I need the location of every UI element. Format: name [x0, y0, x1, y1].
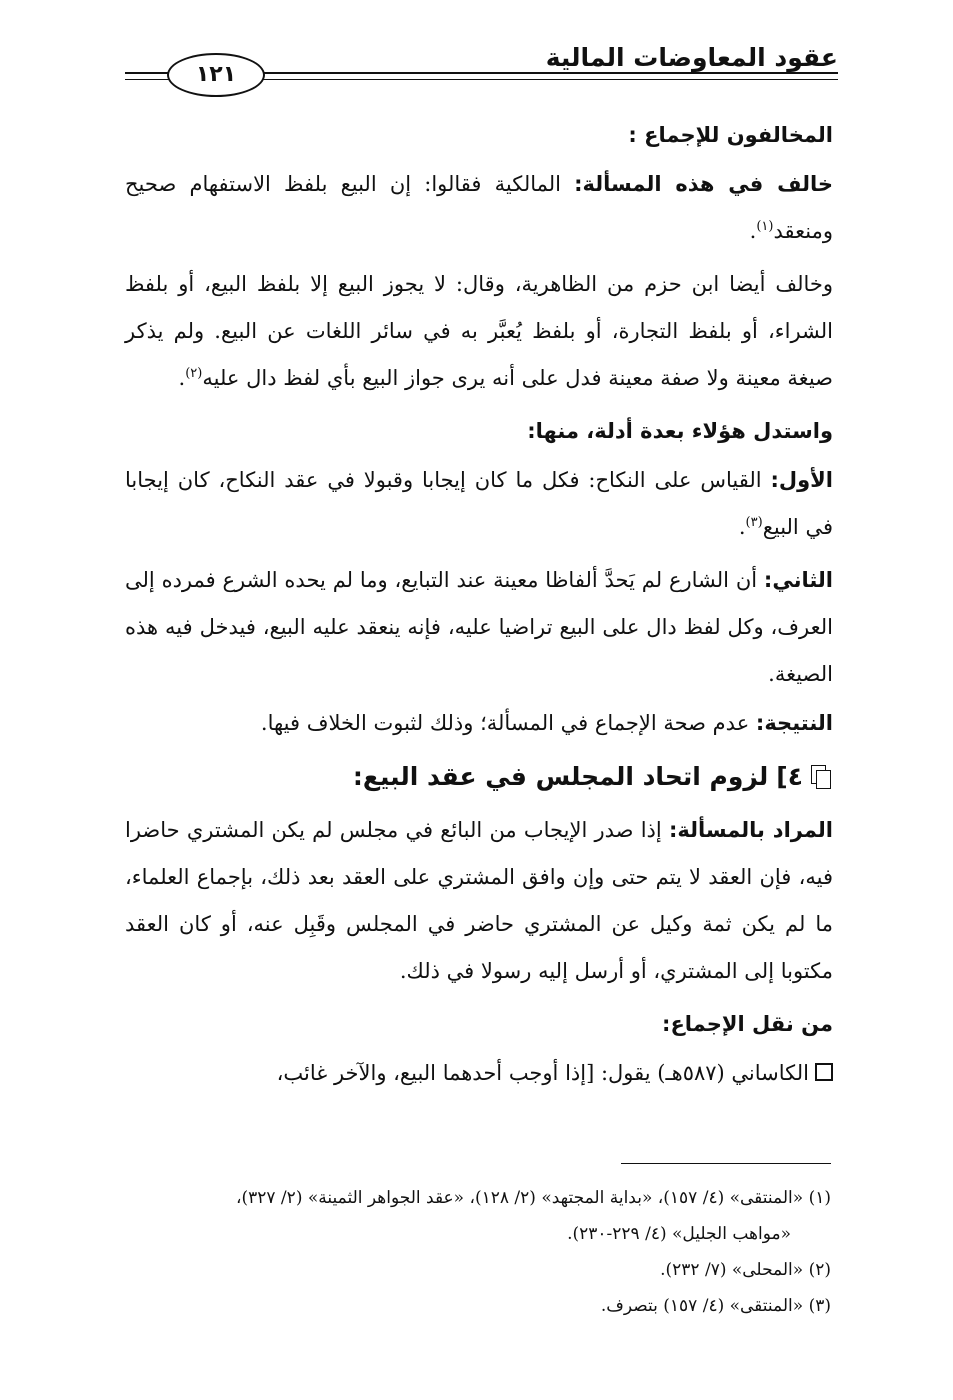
period: .: [738, 515, 746, 539]
footnote-1-continued: «مواهب الجليل» (٤/ ٢٢٩-٢٣٠).: [567, 1224, 791, 1244]
evidence-heading: واستدل هؤلاء بعدة أدلة، منها:: [527, 419, 833, 443]
quote-text: الكاساني (٥٨٧هـ) يقول: [إذا أوجب أحدهما البيع، والآخر غائب،: [276, 1061, 809, 1085]
paragraph-text: المالكية فقالوا: إن البيع بلفظ الاستفهام صحيح ومنعقد: [125, 172, 833, 243]
period: .: [178, 366, 186, 390]
lead-phrase: المراد بالمسألة:: [668, 818, 833, 842]
period: .: [749, 219, 757, 243]
opponents-paragraph-2: [125, 261, 833, 402]
section-heading: [125, 751, 833, 803]
lead-phrase: خالف في هذه المسألة:: [574, 172, 833, 196]
lead-phrase: الأول:: [770, 468, 833, 492]
main-text: [125, 112, 833, 1103]
footnote-ref[interactable]: (١): [756, 219, 774, 234]
evidence-first: [125, 457, 833, 551]
paragraph-text: القياس على النكاح: فكل ما كان إيجابا وقبولا في عقد النكاح، كان إيجابا في البيع: [125, 468, 833, 539]
book-title: عقود المعاوضات المالية: [545, 43, 838, 72]
result-text: عدم صحة الإجماع في المسألة؛ وذلك لثبوت الخلاف فيها.: [260, 711, 756, 735]
paragraph-text: إذا صدر الإيجاب من البائع في مجلس لم يكن المشتري حاضرا فيه، فإن العقد لا يتم حتى وإن وافق المشتري على العقد بعد ذلك، بإجماع العلماء، ما لم يكن ثمة وكيل عن المشتري حاضر في المجلس وقَبِل عنه، أو كان العقد مكتوبا إلى المشتري، أو أرسل إليه رسولا في ذلك.: [125, 818, 833, 983]
footnote-1: (١) «المنتقى» (٤/ ١٥٧)، «بداية المجتهد» (٢/ ١٢٨)، «عقد الجواهر الثمينة» (٢/ ٣٢٧)،: [236, 1188, 831, 1208]
checkbox-bullet-icon: [815, 1063, 833, 1081]
footnote-3: (٣) «المنتقى» (٤/ ١٥٧) بتصرف.: [600, 1296, 831, 1316]
section-number: ٤]: [776, 762, 803, 791]
footnote-ref[interactable]: (٣): [745, 515, 763, 530]
opponents-heading: المخالفون للإجماع :: [628, 123, 833, 147]
footnotes: [130, 1180, 831, 1324]
footnote-2: (٢) «المحلى» (٧/ ٢٣٢).: [660, 1260, 831, 1280]
page-header: [125, 38, 838, 98]
lead-phrase: الثاني:: [763, 568, 833, 592]
paragraph-text: وخالف أيضا ابن حزم من الظاهرية، وقال: لا يجوز البيع إلا بلفظ البيع، أو بلفظ الشراء، أو بلفظ التجارة، أو بلفظ يُعبَّر به في سائر اللغات عن البيع. ولم يذكر صيغة معينة ولا صفة معينة فدل على أنه يرى جواز البيع بأي لفظ دال عليه: [125, 272, 833, 390]
footnote-ref[interactable]: (٢): [185, 366, 203, 381]
paragraph-text: أن الشارع لم يَحدَّ ألفاظا معينة عند التبايع، وما لم يحده الشرع فمرده إلى العرف، وكل لفظ دال على البيع تراضيا عليه، فإنه ينعقد عليه البيع، فيدخل فيه هذه الصيغة.: [125, 568, 833, 686]
result-label: النتيجة:: [755, 711, 833, 735]
meaning-paragraph: [125, 807, 833, 995]
opponents-paragraph-1: [125, 161, 833, 255]
evidence-second: [125, 557, 833, 698]
documents-icon: [811, 765, 833, 789]
page-number: ١٢١: [167, 53, 265, 97]
section-title: لزوم اتحاد المجلس في عقد البيع:: [352, 762, 769, 791]
footnote-separator: [621, 1163, 831, 1164]
kasani-quote: [125, 1050, 833, 1097]
result-line: [125, 700, 833, 747]
consensus-heading: من نقل الإجماع:: [662, 1012, 833, 1036]
